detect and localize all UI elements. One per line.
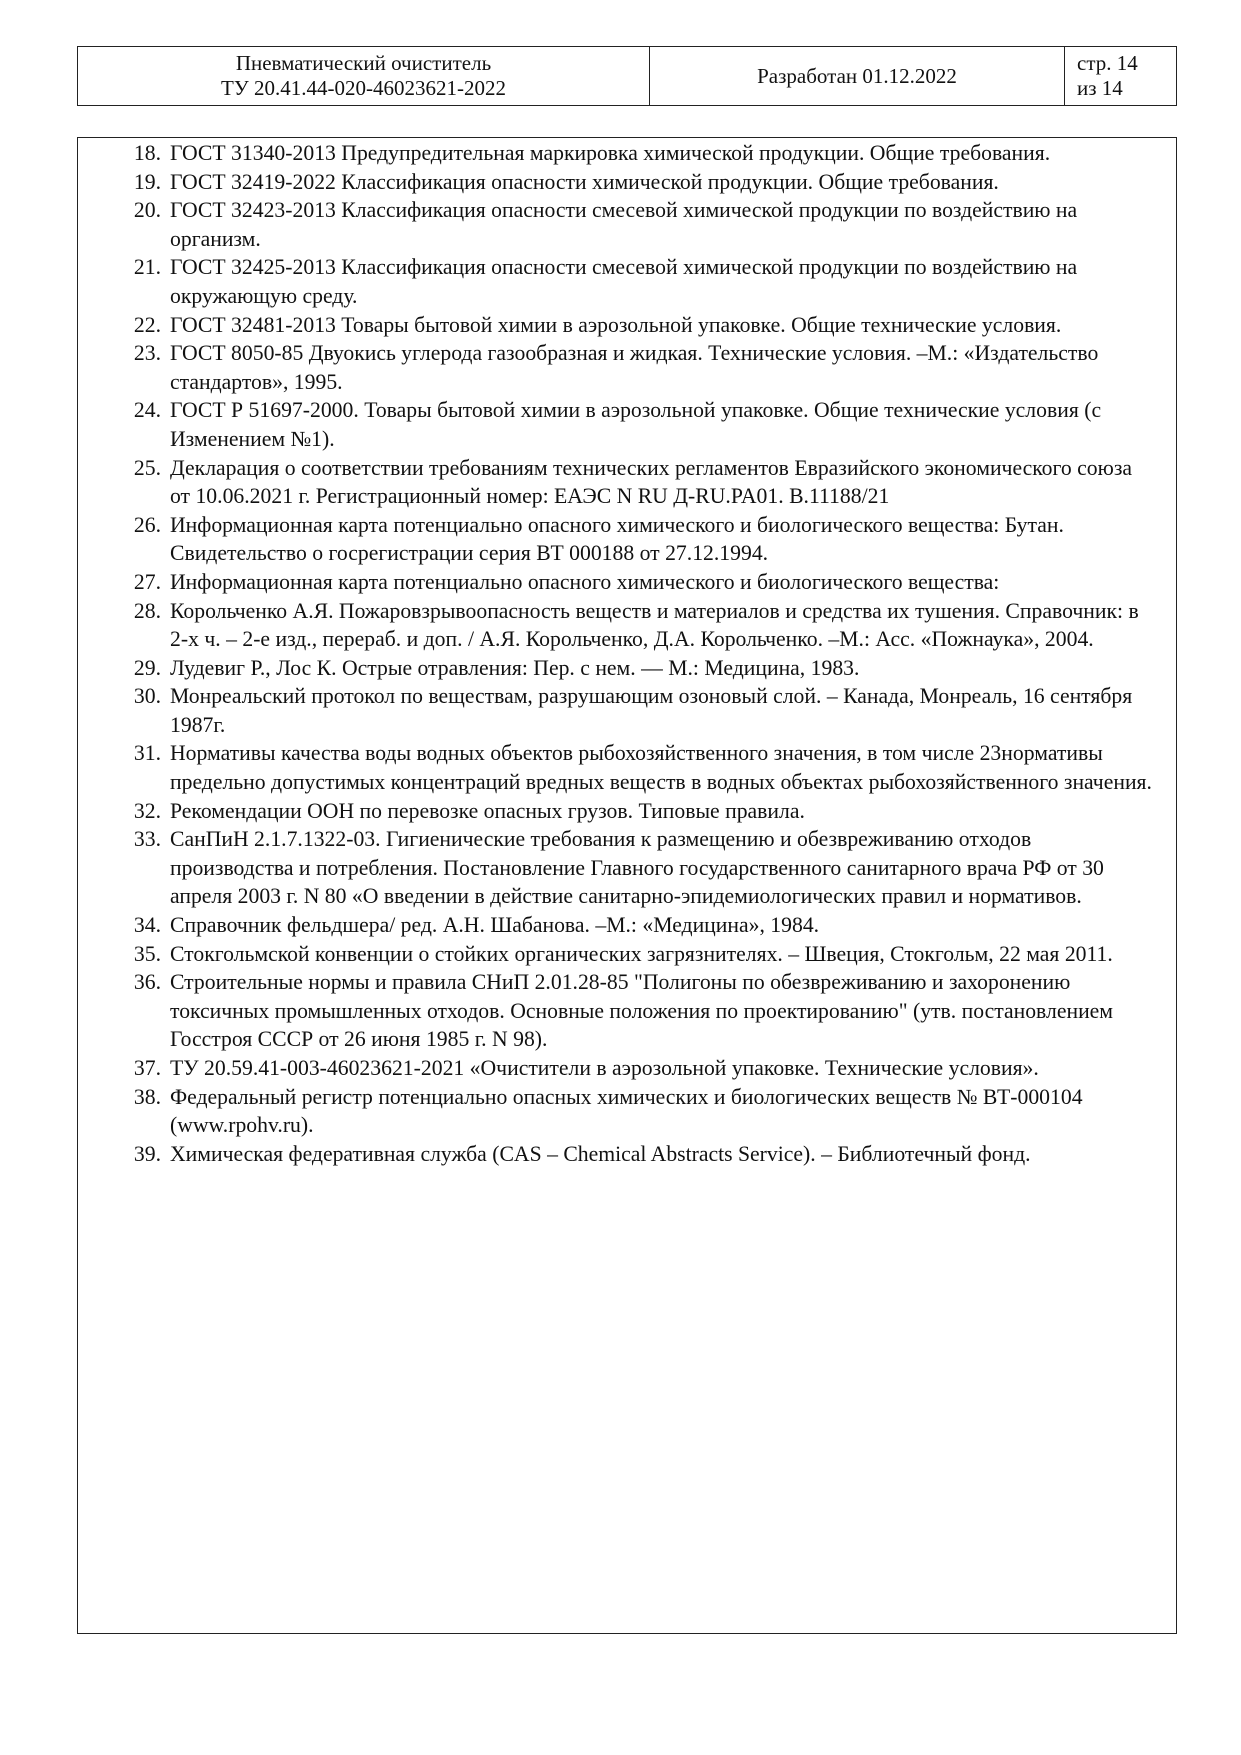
reference-text: Корольченко А.Я. Пожаровзрывоопасность веществ и материалов и средства их тушения. Справочник: в 2-х ч. – 2-е изд., перераб. и доп. / А.Я. Корольченко, Д.А. Корольченко. –М.: Асс. «Пожнаука», 2004.	[170, 598, 1139, 652]
reference-list	[116, 139, 1156, 1168]
reference-text: ГОСТ 8050-85 Двуокись углерода газообразная и жидкая. Технические условия. –М.: «Издательство стандартов», 1995.	[170, 341, 1099, 394]
reference-item	[116, 654, 1156, 683]
reference-number: 31.	[133, 741, 161, 766]
document-header	[77, 46, 1177, 106]
reference-number: 32.	[133, 798, 161, 823]
reference-text: Федеральный регистр потенциально опасных химических и биологических веществ № ВТ-000104 (www.rpohv.ru).	[170, 1084, 1083, 1138]
reference-number: 33.	[133, 827, 161, 852]
reference-number: 24.	[133, 398, 161, 423]
reference-text: Справочник фельдшера/ ред. А.Н. Шабанова. –М.: «Медицина», 1984.	[170, 913, 820, 938]
reference-item	[116, 825, 1156, 911]
reference-number: 39.	[133, 1141, 161, 1166]
reference-text: Информационная карта потенциально опасного химического и биологического вещества:	[170, 569, 1000, 594]
reference-number: 25.	[133, 455, 161, 480]
product-name: Пневматический очиститель	[235, 51, 492, 75]
reference-item	[116, 682, 1156, 739]
reference-item	[116, 797, 1156, 826]
reference-number: 21.	[133, 255, 161, 280]
reference-number: 26.	[133, 512, 161, 537]
reference-number: 36.	[133, 970, 161, 995]
spec-number: ТУ 20.41.44-020-46023621-2022	[221, 76, 506, 100]
reference-item	[116, 1140, 1156, 1169]
header-title-cell	[78, 47, 650, 105]
reference-text: Монреальский протокол по веществам, разрушающим озоновый слой. – Канада, Монреаль, 16 сентября 1987г.	[170, 684, 1133, 737]
reference-item	[116, 1054, 1156, 1083]
reference-number: 19.	[133, 169, 161, 194]
reference-number: 22.	[133, 312, 161, 337]
reference-number: 27.	[133, 569, 161, 594]
reference-item	[116, 454, 1156, 511]
reference-item	[116, 311, 1156, 340]
reference-number: 38.	[133, 1084, 161, 1109]
reference-number: 30.	[133, 684, 161, 709]
reference-number: 29.	[133, 655, 161, 680]
reference-item	[116, 396, 1156, 453]
reference-text: ГОСТ 32425-2013 Классификация опасности смесевой химической продукции по воздействию на окружающую среду.	[170, 255, 1078, 308]
reference-item	[116, 253, 1156, 310]
reference-text: Информационная карта потенциально опасного химического и биологического вещества: Бутан. Свидетельство о госрегистрации серия ВТ 000188 от 27.12.1994.	[170, 512, 1064, 566]
reference-text: ГОСТ 31340-2013 Предупредительная маркировка химической продукции. Общие требования.	[170, 141, 1051, 165]
page-total: из 14	[1077, 76, 1123, 100]
reference-text: ГОСТ 32419-2022 Классификация опасности химической продукции. Общие требования.	[170, 169, 999, 194]
reference-text: Лудевиг Р., Лос К. Острые отравления: Пер. с нем. — М.: Медицина, 1983.	[170, 655, 860, 680]
reference-text: Строительные нормы и правила СНиП 2.01.28-85 "Полигоны по обезвреживанию и захоронению токсичных промышленных отходов. Основные положения по проектированию" (утв. постановлением Госстроя СССР от 26 июня 1985 г. N 98).	[170, 970, 1114, 1052]
reference-text: ГОСТ 32423-2013 Классификация опасности смесевой химической продукции по воздействию на организм.	[170, 198, 1078, 251]
reference-item	[116, 940, 1156, 969]
reference-number: 20.	[133, 198, 161, 223]
reference-item	[116, 568, 1156, 597]
reference-number: 35.	[133, 941, 161, 966]
reference-item	[116, 968, 1156, 1054]
reference-text: Нормативы качества воды водных объектов рыбохозяйственного значения, в том числе 23нормативы предельно допустимых концентраций вредных веществ в водных объектах рыбохозяйственного значения.	[170, 741, 1152, 795]
reference-item	[116, 168, 1156, 197]
reference-number: 34.	[133, 913, 161, 938]
reference-item	[116, 739, 1156, 796]
reference-item	[116, 196, 1156, 253]
reference-text: Химическая федеративная служба (CAS – Chemical Abstracts Service). – Библиотечный фонд.	[170, 1141, 1031, 1166]
reference-item	[116, 339, 1156, 396]
reference-item	[116, 1083, 1156, 1140]
reference-text: ТУ 20.59.41-003-46023621-2021 «Очистители в аэрозольной упаковке. Технические условия».	[170, 1056, 1039, 1080]
developed-date: Разработан 01.12.2022	[757, 63, 957, 88]
header-date-cell	[650, 47, 1065, 105]
reference-number: 37.	[133, 1056, 161, 1080]
reference-item	[116, 911, 1156, 940]
reference-number: 23.	[133, 341, 161, 366]
reference-text: ГОСТ 32481-2013 Товары бытовой химии в аэрозольной упаковке. Общие технические условия.	[170, 312, 1062, 337]
reference-item	[116, 597, 1156, 654]
reference-text: Декларация о соответствии требованиям технических регламентов Евразийского экономического союза от 10.06.2021 г. Регистрационный номер: ЕАЭС N RU Д-RU.PA01. B.11188/21	[170, 455, 1133, 509]
reference-text: ГОСТ Р 51697-2000. Товары бытовой химии в аэрозольной упаковке. Общие технические условия (с Изменением №1).	[170, 398, 1102, 451]
reference-text: СанПиН 2.1.7.1322-03. Гигиенические требования к размещению и обезвреживанию отходов производства и потребления. Постановление Главного государственного санитарного врача РФ от 30 апреля 2003 г. N 80 «О введении в действие санитарно-эпидемиологических правил и нормативов.	[170, 827, 1104, 909]
reference-number: 18.	[133, 141, 161, 165]
reference-item	[116, 139, 1156, 168]
content-frame	[77, 137, 1177, 1634]
reference-number: 28.	[133, 598, 161, 623]
reference-item	[116, 511, 1156, 568]
page-number: стр. 14	[1077, 51, 1138, 75]
reference-text: Рекомендации ООН по перевозке опасных грузов. Типовые правила.	[170, 798, 805, 823]
header-page-cell	[1065, 47, 1176, 105]
reference-text: Стокгольмской конвенции о стойких органических загрязнителях. – Швеция, Стокгольм, 22 мая 2011.	[170, 941, 1113, 966]
